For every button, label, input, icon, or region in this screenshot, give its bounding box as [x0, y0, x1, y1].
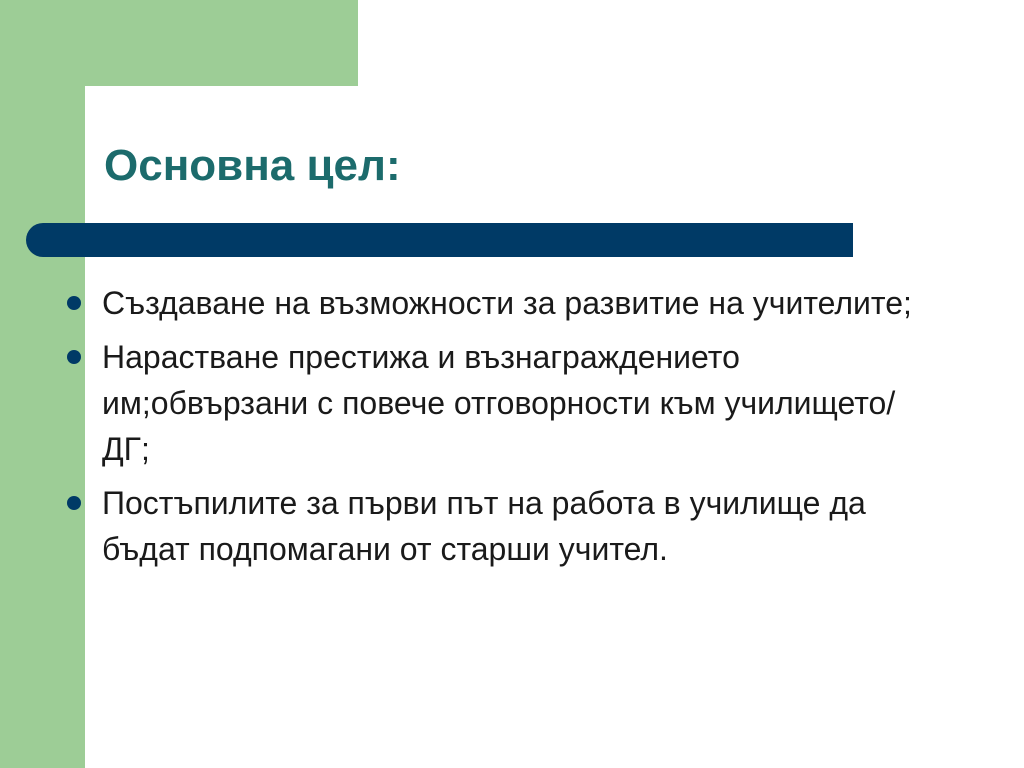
- bullet-text: Нарастване престижа и възнаграждението им;обвързани с повече отговорности към училището/ДГ;: [102, 339, 896, 467]
- bullet-dot-icon: [67, 296, 81, 310]
- bullet-text: Постъпилите за първи път на работа в училище да бъдат подпомагани от старши учител.: [102, 485, 866, 567]
- bullet-dot-icon: [67, 496, 81, 510]
- slide-title: Основна цел:: [104, 141, 401, 190]
- bullet-list: [64, 280, 924, 580]
- bullet-item: [64, 334, 924, 472]
- title-underline-bar: [26, 223, 853, 257]
- bullet-dot-icon: [67, 350, 81, 364]
- bullet-item: [64, 480, 924, 572]
- bullet-text: Създаване на възможности за развитие на учителите;: [102, 285, 912, 321]
- green-accent-top: [0, 0, 358, 86]
- bullet-item: [64, 280, 924, 326]
